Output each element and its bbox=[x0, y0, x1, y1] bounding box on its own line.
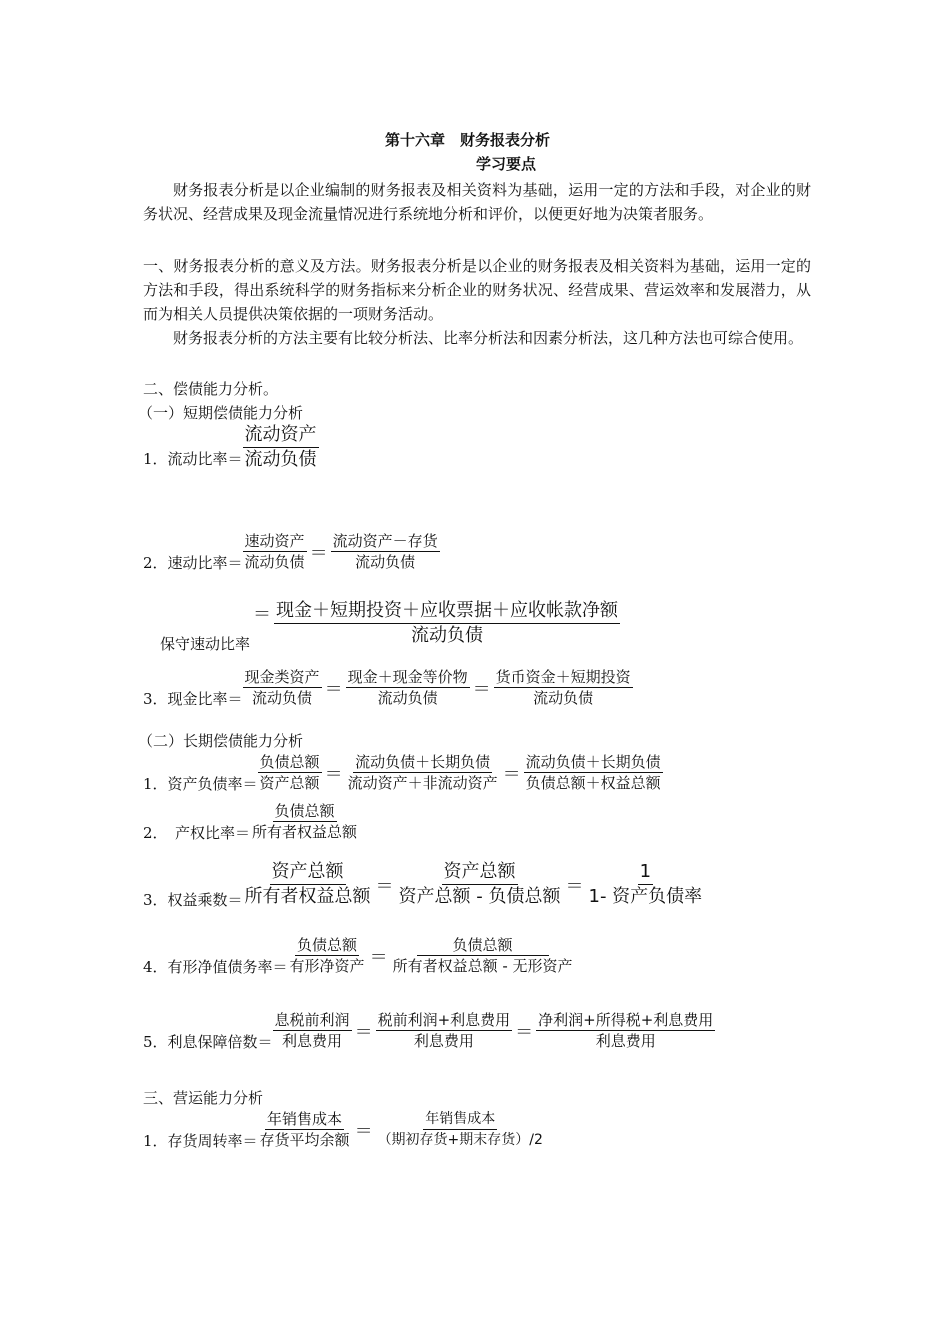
fraction bbox=[524, 753, 663, 792]
numerator: 现金类资产 bbox=[244, 668, 320, 686]
fraction bbox=[250, 802, 359, 841]
denominator: 流动负债 bbox=[377, 689, 438, 707]
fraction bbox=[288, 936, 367, 975]
fraction bbox=[243, 668, 322, 707]
denominator: 利息费用 bbox=[595, 1032, 656, 1050]
subsection-long-term-heading: （二）长期偿债能力分析 bbox=[138, 732, 304, 750]
denominator: 1- 资产负债率 bbox=[588, 886, 703, 907]
formula-label: 3．权益乘数＝ bbox=[143, 891, 243, 909]
numerator: 流动负债＋长期负债 bbox=[525, 753, 661, 771]
denominator: 利息费用 bbox=[282, 1032, 343, 1050]
denominator: 流动负债 bbox=[244, 553, 305, 571]
fraction bbox=[258, 1110, 352, 1149]
numerator: 现金＋短期投资＋应收票据＋应收帐款净额 bbox=[274, 600, 620, 624]
fraction bbox=[536, 1011, 715, 1050]
formula-label: 保守速动比率 bbox=[160, 635, 251, 653]
equals-sign: ＝ bbox=[472, 678, 491, 700]
fraction bbox=[397, 861, 563, 908]
formula-label: 2．速动比率＝ bbox=[143, 554, 243, 572]
equals-sign: ＝ bbox=[253, 603, 272, 625]
equals-sign: ＝ bbox=[502, 763, 521, 785]
denominator: 所有者权益总额 bbox=[252, 823, 358, 841]
section-1-paragraph: 一、财务报表分析的意义及方法。财务报表分析是以企业的财务报表及相关资料为基础，运用一定的方法和手段，得出系统科学的财务指标来分析企业的财务状况、经营成果、营运效率和发展潜力，从而为相关人员提供决策依据的一项财务活动。 bbox=[143, 257, 811, 323]
formula-tangible-net-worth-debt-ratio bbox=[143, 934, 575, 977]
numerator: 资产总额 bbox=[442, 861, 518, 885]
section-3-heading: 三、营运能力分析 bbox=[143, 1089, 264, 1107]
numerator: 负债总额 bbox=[417, 936, 549, 956]
numerator: 1 bbox=[638, 861, 653, 885]
equals-sign: ＝ bbox=[565, 875, 584, 897]
denominator: 存货平均余额 bbox=[259, 1131, 350, 1149]
formula-label: 1．资产负债率＝ bbox=[143, 775, 258, 793]
denominator: 所有者权益总额 - 无形资产 bbox=[392, 957, 573, 975]
numerator: 息税前利润 bbox=[274, 1011, 350, 1029]
numerator: 税前利润+利息费用 bbox=[377, 1011, 511, 1029]
numerator: 负债总额 bbox=[259, 753, 320, 771]
denominator: 流动负债 bbox=[355, 553, 416, 571]
fraction bbox=[391, 936, 575, 975]
denominator: 流动负债 bbox=[252, 689, 313, 707]
fraction bbox=[346, 668, 470, 707]
equals-sign: ＝ bbox=[369, 946, 388, 968]
formula-label: 2． 产权比率＝ bbox=[143, 824, 251, 842]
denominator: 有形净资产 bbox=[289, 957, 365, 975]
denominator: 所有者权益总额 bbox=[244, 886, 371, 907]
intro-paragraph: 财务报表分析是以企业编制的财务报表及相关资料为基础，运用一定的方法和手段，对企业的财务状况、经营成果及现金流量情况进行系统地分析和评价，以便更好地为决策者服务。 bbox=[143, 181, 811, 223]
fraction bbox=[243, 532, 307, 571]
fraction bbox=[346, 753, 500, 792]
formula-quick-ratio bbox=[143, 530, 440, 573]
subsection-short-term-heading: （一）短期偿债能力分析 bbox=[138, 404, 304, 422]
denominator: 资产总额 - 负债总额 bbox=[398, 886, 561, 907]
formula-conservative-quick-ratio bbox=[160, 593, 620, 654]
equals-sign: ＝ bbox=[309, 542, 328, 564]
denominator: 资产总额 bbox=[259, 774, 320, 792]
formula-cash-ratio bbox=[143, 666, 633, 709]
numerator: 流动资产 bbox=[243, 424, 319, 448]
denominator: 流动负债 bbox=[533, 689, 594, 707]
fraction bbox=[331, 532, 440, 571]
numerator: 流动负债＋长期负债 bbox=[355, 753, 491, 771]
section-subtitle: 学习要点 bbox=[476, 155, 537, 173]
fraction bbox=[243, 424, 319, 471]
formula-label: 1．存货周转率＝ bbox=[143, 1132, 258, 1150]
equals-sign: ＝ bbox=[324, 678, 343, 700]
fraction bbox=[587, 861, 705, 908]
numerator: 现金＋现金等价物 bbox=[347, 668, 468, 686]
formula-equity-multiplier bbox=[143, 859, 704, 910]
fraction bbox=[376, 1110, 545, 1149]
chapter-title: 第十六章 财务报表分析 bbox=[385, 131, 551, 149]
numerator: 流动资产－存货 bbox=[332, 532, 438, 550]
fraction bbox=[494, 668, 633, 707]
fraction bbox=[243, 861, 373, 908]
equals-sign: ＝ bbox=[354, 1120, 373, 1142]
denominator: 流动负债 bbox=[244, 449, 317, 470]
equals-sign: ＝ bbox=[354, 1021, 373, 1043]
fraction bbox=[376, 1011, 513, 1050]
numerator: 负债总额 bbox=[274, 802, 335, 820]
formula-label: 5．利息保障倍数＝ bbox=[143, 1033, 273, 1051]
section-2-heading: 二、偿债能力分析。 bbox=[143, 380, 279, 398]
fraction bbox=[273, 1011, 352, 1050]
numerator: 年销售成本 bbox=[423, 1110, 497, 1130]
formula-equity-ratio bbox=[143, 800, 359, 843]
denominator: 流动负债 bbox=[411, 625, 484, 646]
equals-sign: ＝ bbox=[515, 1021, 534, 1043]
denominator: 负债总额＋权益总额 bbox=[525, 774, 661, 792]
fraction bbox=[258, 753, 322, 792]
numerator: 速动资产 bbox=[244, 532, 305, 550]
denominator: （期初存货+期末存货）/2 bbox=[377, 1132, 543, 1148]
formula-label: 1．流动比率＝ bbox=[143, 450, 243, 468]
numerator: 资产总额 bbox=[270, 861, 346, 885]
denominator: 利息费用 bbox=[413, 1032, 474, 1050]
formula-label: 4．有形净值债务率＝ bbox=[143, 958, 288, 976]
equals-sign: ＝ bbox=[324, 763, 343, 785]
formula-inventory-turnover bbox=[143, 1108, 545, 1151]
fraction bbox=[274, 600, 620, 647]
formula-interest-coverage bbox=[143, 1009, 715, 1052]
methods-paragraph: 财务报表分析的方法主要有比较分析法、比率分析法和因素分析法，这几种方法也可综合使用。 bbox=[173, 329, 804, 347]
numerator: 负债总额 bbox=[297, 936, 358, 954]
equals-sign: ＝ bbox=[375, 875, 394, 897]
formula-label: 3．现金比率＝ bbox=[143, 690, 243, 708]
numerator: 货币资金＋短期投资 bbox=[495, 668, 631, 686]
formula-debt-ratio bbox=[143, 751, 663, 794]
numerator: 年销售成本 bbox=[267, 1110, 343, 1128]
denominator: 流动资产＋非流动资产 bbox=[347, 774, 498, 792]
formula-current-ratio bbox=[143, 424, 319, 471]
numerator: 净利润+所得税+利息费用 bbox=[538, 1011, 714, 1029]
